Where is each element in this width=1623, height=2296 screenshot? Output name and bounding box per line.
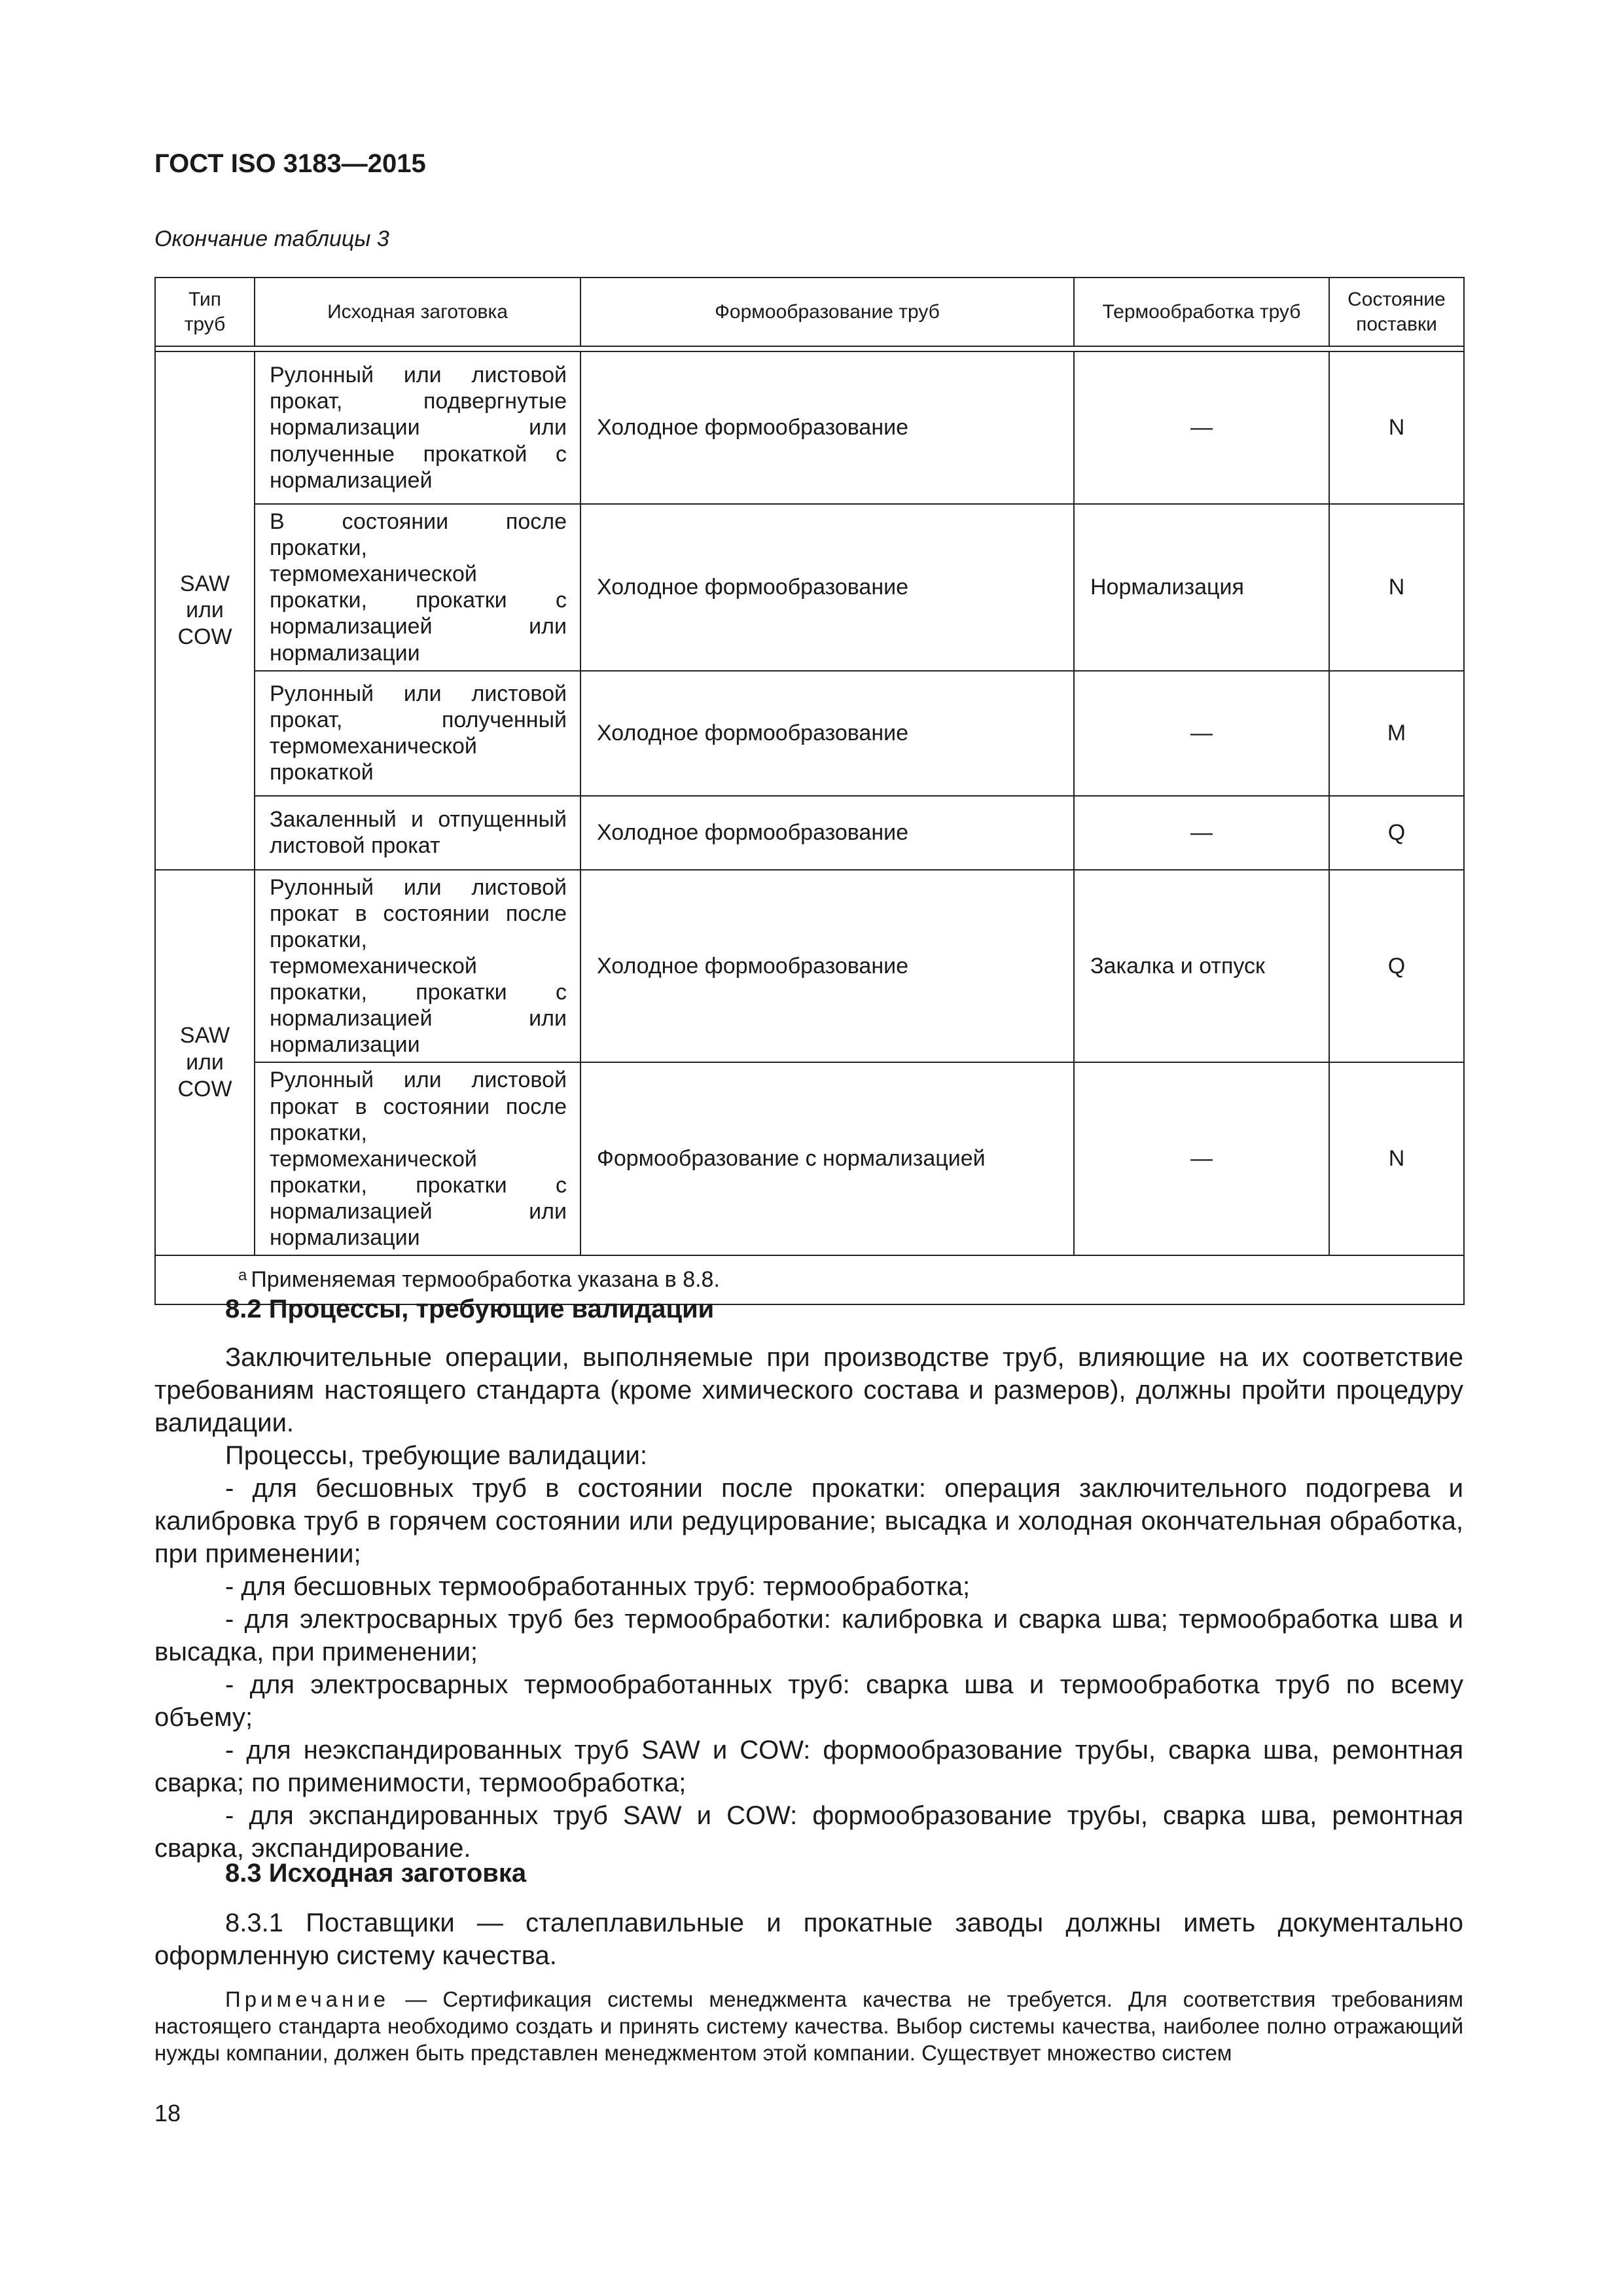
source-cell: Рулонный или листовой прокат в состоянии после прокатки, термомеханической прокатки, прокатки с нормализацией или нормализации [255, 870, 580, 1063]
column-header: Состояние поставки [1329, 278, 1464, 346]
footnote-mark: a [238, 1266, 247, 1285]
table-row [155, 870, 1464, 1063]
delivery-state-cell: M [1329, 671, 1464, 796]
heat-treatment-cell: Закалка и отпуск [1074, 870, 1329, 1063]
column-header: Исходная заготовка [255, 278, 580, 346]
column-header: Формообразование труб [580, 278, 1074, 346]
pipe-type-cell: SAW или COW [155, 351, 255, 870]
list-item: - для электросварных термообработанных труб: сварка шва и термообработка труб по всему объему; [154, 1670, 1463, 1732]
forming-cell: Холодное формообразование [580, 351, 1074, 504]
table-row [155, 504, 1464, 671]
heat-treatment-cell: — [1074, 671, 1329, 796]
table-3 [154, 277, 1465, 1305]
column-header: Термообработка труб [1074, 278, 1329, 346]
heat-treatment-cell: — [1074, 351, 1329, 504]
heat-treatment-cell: — [1074, 1062, 1329, 1255]
section-8-3-body [154, 1907, 1463, 1972]
note-paragraph [154, 1986, 1463, 2066]
list-item: - для бесшовных труб в состоянии после прокатки: операция заключительного подогрева и калибровка труб в горячем состоянии или редуцирование; высадка и холодная окончательная обработка, при применении; [154, 1474, 1463, 1568]
page-number: 18 [154, 2100, 181, 2126]
delivery-state-cell: N [1329, 351, 1464, 504]
paragraph: Заключительные операции, выполняемые при производстве труб, влияющие на их соответствие требованиям настоящего стандарта (кроме химического состава и размеров), должны пройти процедуру валидации. [154, 1343, 1463, 1437]
heat-treatment-cell: Нормализация [1074, 504, 1329, 671]
pipe-type-cell: SAW или COW [155, 870, 255, 1256]
column-header: Тип труб [155, 278, 255, 346]
source-cell: В состоянии после прокатки, термомеханической прокатки, прокатки с нормализацией или нормализации [255, 504, 580, 671]
table-row [155, 796, 1464, 870]
table-row [155, 671, 1464, 796]
source-cell: Рулонный или листовой прокат в состоянии после прокатки, термомеханической прокатки, прокатки с нормализацией или нормализации [255, 1062, 580, 1255]
forming-cell: Холодное формообразование [580, 870, 1074, 1063]
header-separator [155, 346, 1464, 351]
footnote-text: Применяемая термообработка указана в 8.8. [251, 1267, 720, 1293]
delivery-state-cell: Q [1329, 796, 1464, 870]
delivery-state-cell: N [1329, 504, 1464, 671]
section-8-2-heading: 8.2 Процессы, требующие валидации [225, 1295, 715, 1323]
paragraph: Процессы, требующие валидации: [225, 1441, 647, 1470]
list-item: - для неэкспандированных труб SAW и COW: формообразование трубы, сварка шва, ремонтная сварка; по применимости, термообработка; [154, 1736, 1463, 1797]
table-caption: Окончание таблицы 3 [154, 226, 389, 251]
list-item: - для бесшовных термообработанных труб: термообработка; [225, 1572, 971, 1601]
forming-cell: Холодное формообразование [580, 504, 1074, 671]
source-cell: Закаленный и отпущенный листовой прокат [255, 796, 580, 870]
heat-treatment-cell: — [1074, 796, 1329, 870]
paragraph: 8.3.1 Поставщики — сталеплавильные и прокатные заводы должны иметь документально оформленную систему качества. [154, 1909, 1463, 1970]
source-cell: Рулонный или листовой прокат, подвергнутые нормализации или полученные прокаткой с нормализацией [255, 351, 580, 504]
section-8-2-body [154, 1341, 1463, 1865]
note-label: Примечание [225, 1987, 390, 2011]
section-8-3-heading: 8.3 Исходная заготовка [225, 1859, 527, 1888]
table-row [155, 1062, 1464, 1255]
note-text: — Сертификация системы менеджмента качества не требуется. Для соответствия требованиям настоящего стандарта необходимо создать и принять систему качества. Выбор системы качества, наиболее полно отражающий нужды компании, должен быть представлен менеджментом этой компании. Существует множество систем [154, 1987, 1463, 2065]
list-item: - для экспандированных труб SAW и COW: формообразование трубы, сварка шва, ремонтная сварка, экспандирование. [154, 1801, 1463, 1863]
table-row [155, 351, 1464, 504]
source-cell: Рулонный или листовой прокат, полученный термомеханической прокаткой [255, 671, 580, 796]
forming-cell: Холодное формообразование [580, 796, 1074, 870]
list-item: - для электросварных труб без термообработки: калибровка и сварка шва; термообработка шва и высадка, при применении; [154, 1605, 1463, 1666]
forming-cell: Холодное формообразование [580, 671, 1074, 796]
delivery-state-cell: N [1329, 1062, 1464, 1255]
forming-cell: Формообразование с нормализацией [580, 1062, 1074, 1255]
document-header: ГОСТ ISO 3183—2015 [154, 149, 426, 178]
table-header-row [155, 278, 1464, 346]
delivery-state-cell: Q [1329, 870, 1464, 1063]
